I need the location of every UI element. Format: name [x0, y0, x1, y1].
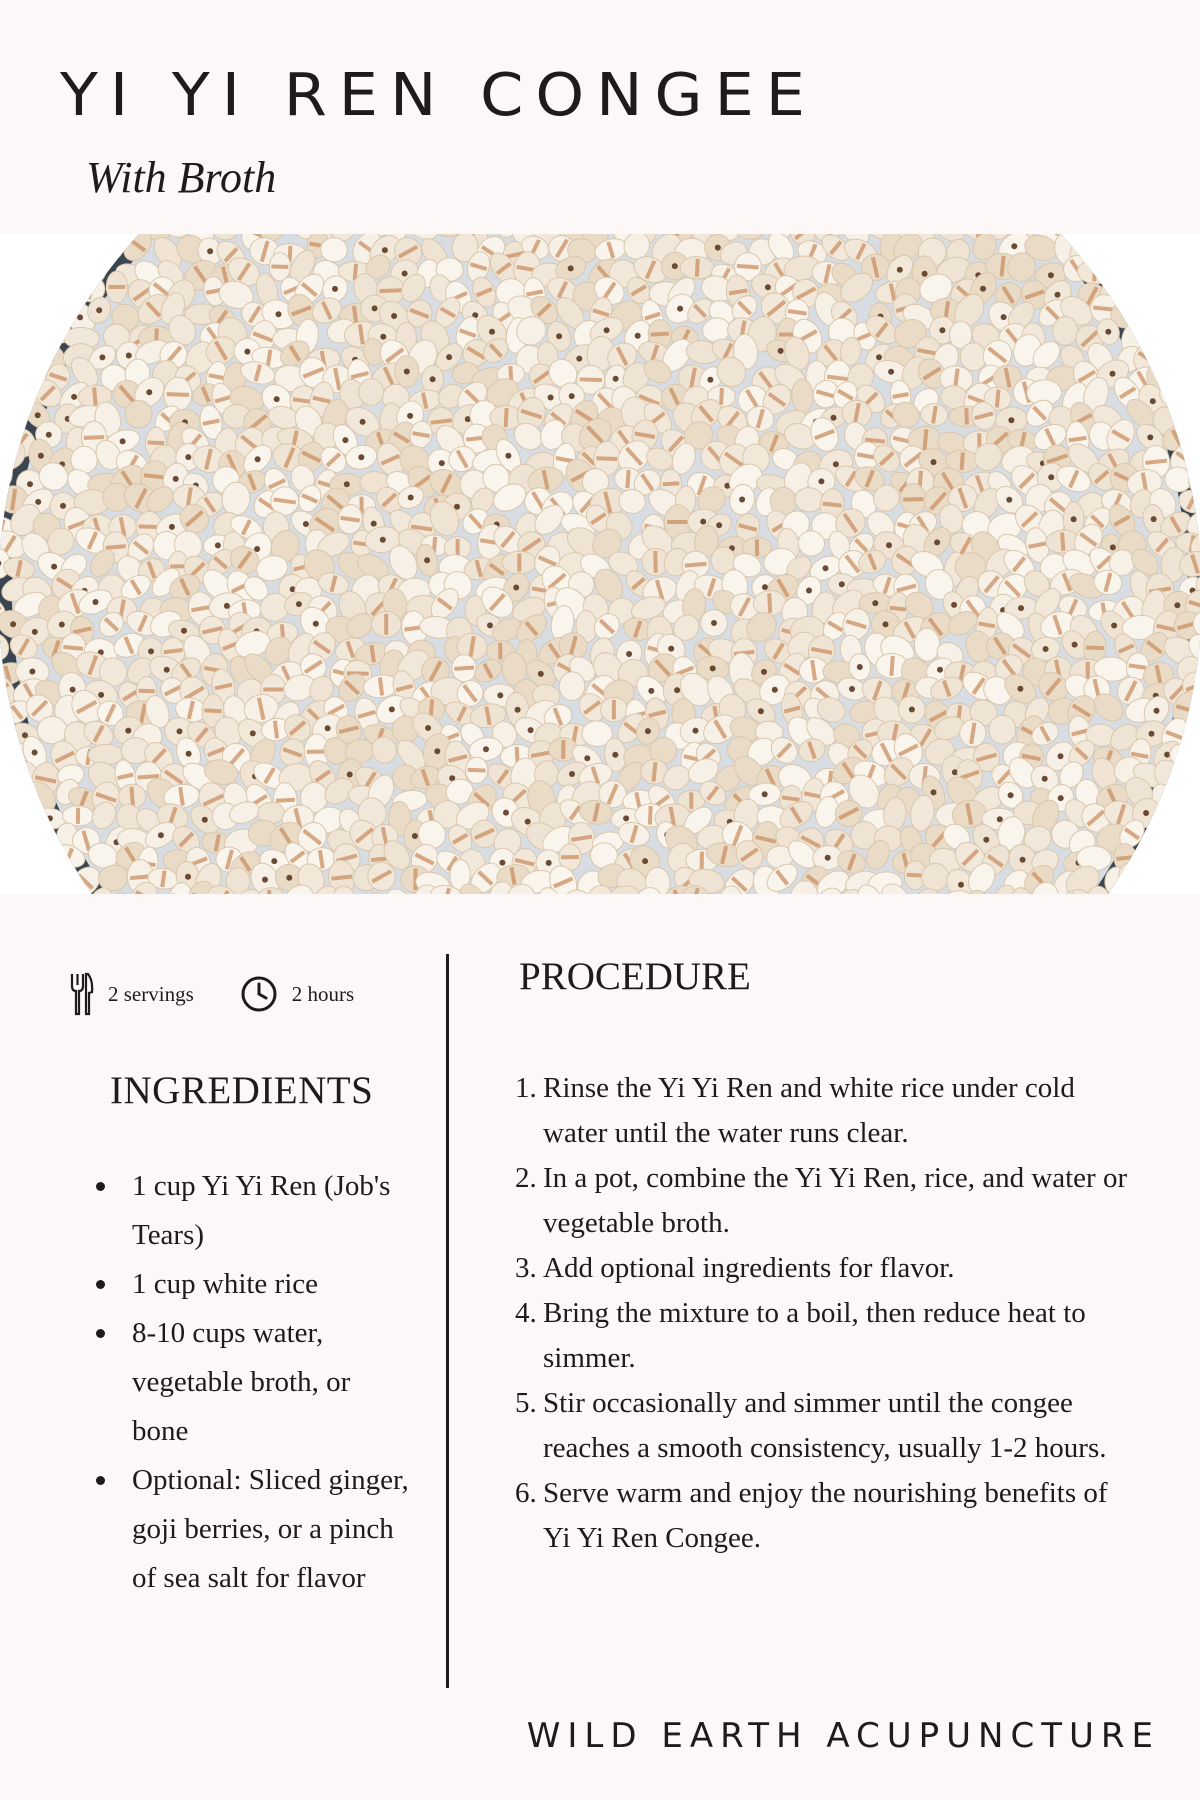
grain-spot [382, 247, 388, 253]
grain-spot [1006, 497, 1012, 503]
grain-stripe [76, 808, 80, 824]
grain-spot [380, 537, 386, 543]
grain-spot [35, 412, 41, 418]
grain [37, 716, 68, 744]
grain-spot [407, 413, 413, 419]
grain-spot [186, 751, 192, 757]
grain-spot [1147, 434, 1153, 440]
grain-spot [1154, 708, 1160, 714]
clock-icon [240, 975, 278, 1013]
grain-spot [35, 499, 41, 505]
barley-grains-photo [0, 234, 1200, 894]
grain-stripe [139, 689, 155, 694]
time-info [240, 975, 354, 1013]
grain-spot [59, 622, 65, 628]
grain-spot [93, 599, 99, 605]
grain-spot [271, 858, 277, 864]
grain-spot [716, 522, 722, 528]
grain-spot [872, 600, 878, 606]
list-item: 1 cup white rice [92, 1260, 412, 1309]
grain-stripe [384, 614, 388, 635]
grain-spot [839, 581, 845, 587]
grain-stripe [263, 688, 283, 692]
grain-stripe [84, 435, 104, 440]
servings-text: 2 servings [108, 981, 194, 1006]
grain-stripe [903, 497, 923, 502]
grain-spot [528, 727, 534, 733]
grain-stripe [964, 408, 969, 425]
grain-spot [778, 348, 784, 354]
grain-spot [404, 369, 410, 375]
grain-spot [772, 687, 778, 693]
grain-stripe [653, 551, 657, 573]
grain-spot [980, 286, 986, 292]
grain-spot [1055, 292, 1061, 298]
step-number: 6. [515, 1477, 537, 1509]
grain-spot [677, 306, 683, 312]
grain-spot [1164, 752, 1170, 758]
grain-stripe [561, 855, 579, 859]
grain-stripe [517, 554, 521, 572]
grain-stripe [612, 700, 616, 720]
grain-stripe [648, 806, 653, 825]
grain-spot [958, 882, 964, 888]
step-text: Serve warm and enjoy the nourishing benefits of Yi Yi Ren Congee. [543, 1477, 1108, 1554]
grain-spot [693, 728, 699, 734]
step-number: 5. [515, 1387, 537, 1419]
grain-spot [1071, 516, 1077, 522]
grain-spot [1043, 646, 1049, 652]
grain-spot [202, 817, 208, 823]
grain-spot [515, 707, 521, 713]
grain-spot [806, 588, 812, 594]
grain-spot [325, 725, 331, 731]
grain-spot [818, 478, 824, 484]
grain-spot [483, 746, 489, 752]
grain-spot [347, 772, 353, 778]
grain-spot [487, 622, 493, 628]
time-text: 2 hours [291, 981, 355, 1006]
grain-spot [1110, 371, 1116, 377]
grain-spot [569, 771, 575, 777]
grain-spot [762, 584, 768, 590]
grain-spot [546, 860, 552, 866]
grain-spot [372, 305, 378, 311]
grain-spot [635, 333, 641, 339]
list-item [515, 1246, 1139, 1291]
grain-spot [931, 459, 937, 465]
grain-spot [276, 311, 282, 317]
step-number: 3. [515, 1252, 537, 1284]
grain-spot [951, 602, 957, 608]
grain-spot [207, 248, 213, 254]
grain-spot [1018, 605, 1024, 611]
grain-spot [668, 646, 674, 652]
grain-spot [645, 728, 651, 734]
grain-stripe [271, 265, 288, 269]
procedure-heading: PROCEDURE [519, 955, 751, 998]
grain-spot [424, 557, 430, 563]
grain-spot [1048, 272, 1054, 278]
grain-spot [1105, 329, 1111, 335]
grain-spot [408, 495, 414, 501]
grain-spot [185, 454, 191, 460]
grain-spot [897, 267, 903, 273]
grain-stripe [667, 520, 688, 524]
grain-stripe [596, 456, 617, 461]
grain-spot [825, 855, 831, 861]
grain-spot [215, 542, 221, 548]
grain-spot [46, 432, 52, 438]
grain-spot [224, 603, 230, 609]
grain-stripe [108, 285, 125, 289]
grain-stripe [755, 539, 759, 556]
step-text: Bring the mixture to a boil, then reduce heat to simmer. [543, 1297, 1086, 1374]
grain-spot [922, 271, 928, 277]
step-number: 1. [515, 1072, 537, 1104]
grain-spot [707, 377, 713, 383]
grain-spot [446, 354, 452, 360]
grain-spot [96, 307, 102, 313]
grain [914, 628, 940, 661]
grain-spot [29, 669, 35, 675]
grain-spot [164, 667, 170, 673]
grain-spot [10, 621, 16, 627]
list-item [515, 1066, 1139, 1156]
grain-spot [32, 750, 38, 756]
grain-spot [983, 837, 989, 843]
grain-spot [569, 393, 575, 399]
grain-spot [371, 521, 377, 527]
grain-spot [758, 708, 764, 714]
grain-spot [412, 833, 418, 839]
grain-spot [254, 546, 260, 552]
step-text: Add optional ingredients for flavor. [543, 1252, 955, 1284]
grain-spot [642, 858, 648, 864]
page-subtitle: With Broth [86, 153, 277, 202]
grain-spot [255, 456, 261, 462]
grain-spot [402, 271, 408, 277]
step-number: 4. [515, 1297, 537, 1329]
grain-spot [538, 671, 544, 677]
grain-spot [489, 329, 495, 335]
grain-spot [513, 585, 519, 591]
grain-spot [70, 687, 76, 693]
grain-spot [98, 692, 104, 698]
grain-spot [883, 621, 889, 627]
grain [988, 715, 1016, 745]
grain-spot [158, 832, 164, 838]
hero-image [0, 234, 1200, 894]
servings-info [70, 972, 194, 1016]
grain-spot [185, 874, 191, 880]
grain-spot [244, 349, 250, 355]
grain-spot [604, 327, 610, 333]
grain-spot [1017, 686, 1023, 692]
grain-spot [997, 816, 1003, 822]
grain-spot [505, 453, 511, 459]
grain-spot [1058, 795, 1064, 801]
grain-spot [1048, 474, 1054, 480]
grain-spot [823, 565, 829, 571]
grain-stripe [1086, 645, 1104, 650]
grain-spot [250, 730, 256, 736]
grain-spot [1020, 857, 1026, 863]
grain-spot [120, 438, 126, 444]
list-item [515, 1471, 1139, 1561]
grain-spot [1042, 776, 1048, 782]
grain-spot [568, 265, 574, 271]
page-title: YI YI REN CONGEE [60, 59, 817, 130]
grain-spot [51, 564, 57, 570]
grain-spot [342, 437, 348, 443]
grain-spot [939, 327, 945, 333]
grain-spot [1008, 417, 1014, 423]
ingredients-list [92, 1162, 412, 1603]
list-item: 8-10 cups water, vegetable broth, or bone [92, 1309, 412, 1456]
grain-spot [525, 819, 531, 825]
grain-spot [548, 395, 554, 401]
grain-spot [1008, 792, 1014, 798]
grain-spot [344, 481, 350, 487]
grain-spot [1110, 544, 1116, 550]
recipe-meta [70, 972, 354, 1016]
grain-stripe [379, 288, 401, 293]
grain-spot [126, 353, 132, 359]
grain-spot [761, 669, 767, 675]
grain-spot [391, 313, 397, 319]
grain-spot [623, 815, 629, 821]
grain-spot [148, 648, 154, 654]
grain-spot [503, 810, 509, 816]
grain-spot [584, 755, 590, 761]
list-item [515, 1381, 1139, 1471]
grain-spot [888, 369, 894, 375]
grain-spot [60, 503, 66, 509]
grain-spot [626, 651, 632, 657]
grain-spot [439, 460, 445, 466]
grain-stripe [498, 643, 502, 660]
grain-stripe [689, 792, 693, 809]
grain-spot [762, 791, 768, 797]
grain-spot [169, 524, 175, 530]
grain-spot [715, 245, 721, 251]
grain-spot [425, 725, 431, 731]
grain-spot [710, 665, 716, 671]
list-item [515, 1291, 1139, 1381]
grain-spot [77, 314, 83, 320]
grain-spot [181, 628, 187, 634]
grain-stripe [561, 740, 565, 759]
grain-spot [380, 334, 386, 340]
grain-spot [1150, 398, 1156, 404]
grain-spot [274, 396, 280, 402]
grain-spot [313, 621, 319, 627]
grain-spot [296, 601, 302, 607]
grain-spot [700, 519, 706, 525]
grain-spot [876, 354, 882, 360]
grain-spot [27, 481, 33, 487]
grain-spot [1072, 642, 1078, 648]
grain-spot [125, 728, 131, 734]
grain-stripe [700, 852, 704, 870]
grain-spot [1058, 753, 1064, 759]
grain-spot [556, 333, 562, 339]
grain-spot [146, 389, 152, 395]
step-text: In a pot, combine the Yi Yi Ren, rice, and water or vegetable broth. [543, 1162, 1128, 1239]
grain-spot [937, 667, 943, 673]
grain-spot [262, 877, 268, 883]
grain-spot [613, 376, 619, 382]
grain-spot [303, 521, 309, 527]
grain-stripe [148, 441, 165, 446]
fork-knife-icon [70, 972, 94, 1016]
grain-spot [358, 454, 364, 460]
brand-footer: WILD EARTH ACUPUNCTURE [526, 1716, 1160, 1756]
grain-spot [286, 875, 292, 881]
grain-spot [497, 692, 503, 698]
grain-spot [360, 419, 366, 425]
header [0, 0, 1200, 234]
grain-spot [1011, 243, 1017, 249]
grain-spot [711, 620, 717, 626]
grain-spot [934, 539, 940, 545]
grain-spot [674, 687, 680, 693]
grain-spot [1111, 623, 1117, 629]
ingredients-heading: INGREDIENTS [110, 1069, 374, 1112]
grain-spot [99, 354, 105, 360]
grain-spot [931, 789, 937, 795]
grain-spot [1001, 314, 1007, 320]
grain-spot [833, 461, 839, 467]
grain-spot [173, 476, 179, 482]
grain-spot [576, 356, 582, 362]
grain-spot [434, 748, 440, 754]
grain-stripe [580, 377, 602, 382]
step-number: 2. [515, 1162, 537, 1194]
grain-spot [177, 728, 183, 734]
step-text: Stir occasionally and simmer until the congee reaches a smooth consistency, usually 1-2 hours. [543, 1387, 1107, 1464]
grain-spot [430, 376, 436, 382]
grain-spot [849, 686, 855, 692]
list-item: 1 cup Yi Yi Ren (Job's Tears) [92, 1162, 412, 1260]
list-item: Optional: Sliced ginger, goji berries, or a pinch of sea salt for flavor [92, 1456, 412, 1603]
grain-spot [831, 415, 837, 421]
grain [358, 378, 384, 406]
step-text: Rinse the Yi Yi Ren and white rice under cold water until the water runs clear. [543, 1072, 1075, 1149]
grain-spot [612, 752, 618, 758]
grain-spot [32, 629, 38, 635]
grain-spot [38, 453, 44, 459]
grain-stripe [167, 392, 190, 397]
grain-spot [857, 664, 863, 670]
grain-spot [1151, 516, 1157, 522]
grain-spot [389, 706, 395, 712]
column-divider [446, 954, 449, 1688]
grain-spot [1149, 731, 1155, 737]
grain-spot [71, 394, 77, 400]
grain-spot [886, 542, 892, 548]
procedure-list [515, 1066, 1139, 1561]
grain-spot [332, 286, 338, 292]
grain-spot [765, 284, 771, 290]
list-item [515, 1156, 1139, 1246]
grain-spot [1174, 602, 1180, 608]
grain-spot [499, 860, 505, 866]
grain-spot [1143, 810, 1149, 816]
grain-spot [672, 263, 678, 269]
grain-spot [648, 688, 654, 694]
grain-spot [909, 707, 915, 713]
grain-spot [739, 497, 745, 503]
